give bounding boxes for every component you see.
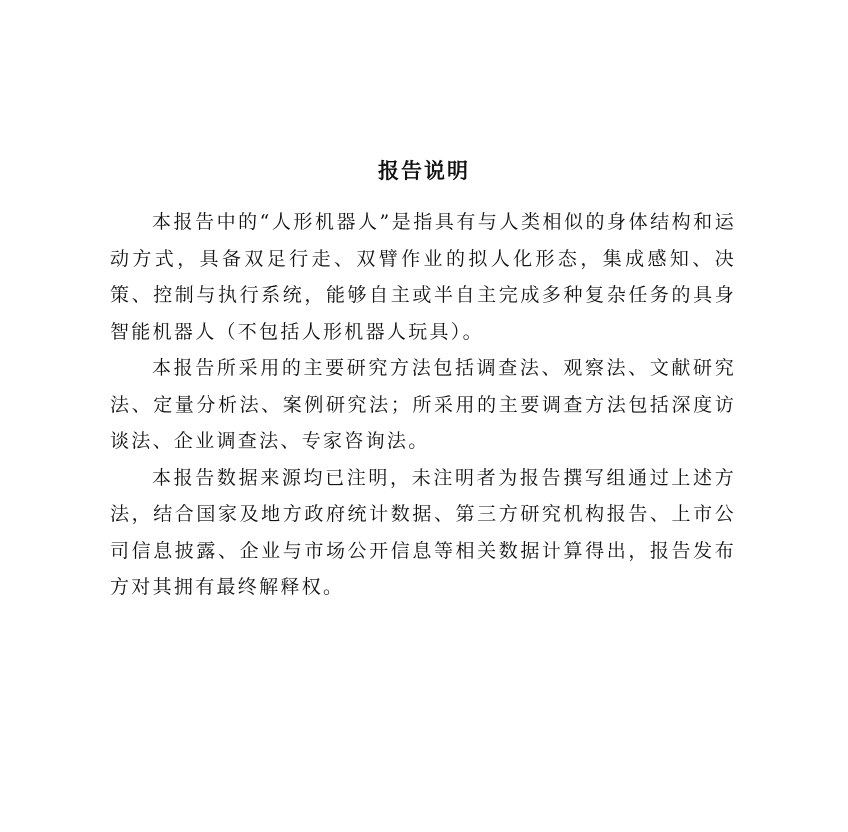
paragraph-definition: 本报告中的“人形机器人”是指具有与人类相似的身体结构和运动方式，具备双足行走、双臂作业的拟人化形态，集成感知、决策、控制与执行系统，能够自主或半自主完成多种复杂任务的具身智能机器人（不包括人形机器人玩具）。 (110, 211, 736, 343)
paragraph-data-sources: 本报告数据来源均已注明，未注明者为报告撰写组通过上述方法，结合国家及地方政府统计数据、第三方研究机构报告、上市公司信息披露、企业与市场公开信息等相关数据计算得出，报告发布方对其拥有最终解释权。 (110, 466, 736, 598)
page-title: 报告说明 (378, 158, 470, 183)
paragraph-research-methods: 本报告所采用的主要研究方法包括调查法、观察法、文献研究法、定量分析法、案例研究法；所采用的主要调查方法包括深度访谈法、企业调查法、专家咨询法。 (110, 357, 736, 452)
report-description-body (110, 204, 736, 606)
